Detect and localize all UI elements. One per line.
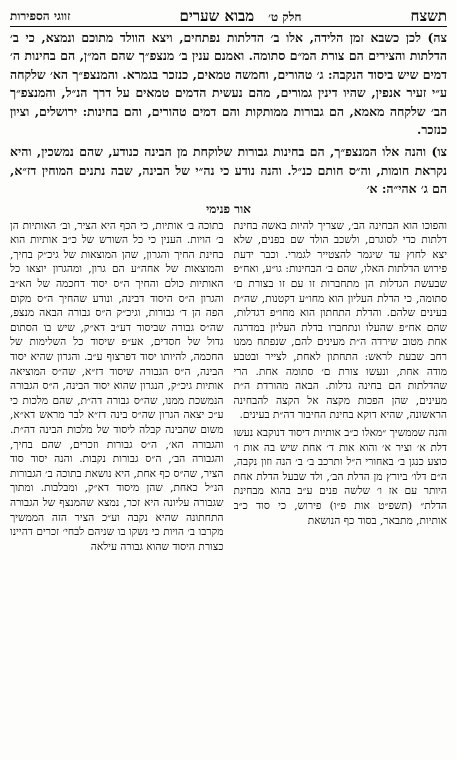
paragraph-96: צו) והנה אלו המנצפ״ך, הם בחינות גבורות שלוקחת מן הבינה כנודע, שהם נמשכין, והיא נקראת חומות, וה״ס חותם כנ״ל. והנה נודע כי נה״י של הבינה, שבה נתנים המוחין דז״א, הם ג׳ אהי״ה: א׳ [10, 144, 447, 197]
book-title: מבוא שערים [179, 6, 255, 25]
page-number: תשצח [410, 6, 447, 25]
commentary-paragraph: בתוכה ב׳ אותיות, כי הכף היא הציר, וב׳ האותיות הן ב׳ הויות. הענין כי כל השורש של כ״ב אותיות הוא בחינת החיך והגרון, שהן המוצאות של גיכ״ק בחיך, והמוצאות של אחה״ע הם גרון, ומהגרון יוצאו כל האותיות כולם והחיך ה״ס יסוד דחכמה של הא״ב והגרון ה״ס היסוד דבינה, ונודע שהחיך ה״ס מקום הפה הן ד׳ גבורות, וגיכ״ק ה״ס גבורה הבאה מנצפ, שה״ס גבורה שביסוד דע״ב דא״ק, שיש בו הסתום גדול של חסדים, אע״פ שיסוד כל השלימות של החכמה, להיותו יסוד דפרצוף ע״ב. והגרון שהיא יסוד הבינה, ה״ס הגבורה שיסוד דז״א, שה״ס המוציאה אותיות גיכ״ק, הנגרון שהוא יסוד הבינה, ה״ס הגבורה הנמשכת ממנו, שה״ס גבורה דה״ת, שהם מלכות כי ע״כ יצאה הגרון שה״ס בינה דז״א לבר מראש דא״א, משום שהבינה קבלה ליסוד של מלכות הבינה דה״ת. והגבורה הא׳, ה״ס גבורות וזכרים, שהם בחיך, והגבורה הב׳, ה״ס גבורות נקבות. והנה יסוד סוד הציר, שה״ס כף אחת, היא נושאת בתוכה ב׳ הגבורות הנ״ל כאחת, שהן מיסוד דא״ק, ומבלבות. ומתוך שגבורה עליונה היא זכר, נמצא שהמנצף של הגבורה התחתונה שהיא נקבה וע״כ הציר הזה הממשיך מקרבו ב׳ הויות כי נשקו בו שניהם לבחי׳ זכרים דהיינו כצורת היסוד שהוא גבורה עילאה [10, 219, 224, 553]
commentary-paragraph: והנה שממשיך ״מאלו כ״ב אותיות דיסוד דנוקבא נעשו דלת א׳ וציר א׳ והוא אות ד׳ אחת שיש בה אות ו׳ כוצע כנגן ב׳ באחורי ה״ל ותרכב ב׳ ב׳ הנה וזון נקבה, ה״ם דלו׳ ביורץ מן הדלת הב׳, ולד שבעל הדלת אחת היותר עם אז ו׳ שלשה פנים ע״ב בהוא מבחינת הדלת״ (תשפ״ט אות פ״ו) פירוש, כי סוד כ״ב אותיות, מתבאר, בסוד כף הנושאת [233, 426, 447, 527]
left-column [10, 219, 224, 639]
header-center [180, 7, 302, 26]
running-header [10, 6, 447, 27]
main-text [10, 29, 447, 199]
section-title: אור פנימי [206, 201, 251, 216]
paragraph-95: צה) לכן כשבא זמן הלידה, אלו ב׳ הדלתות נפתחים, ויצא הוולד מתוכם ונמצא, כי ב׳ הדלתות והצירים הם צורת המ״ם סתומה. ואמנם ענין ב׳ מנצפ״ך שהם המ״ן, הם בחינות ה׳ דמים שיש ביסוד הנקבה: ג׳ טהורים, וחמשה טמאים, כנזכר בגמרא. והמנצפ״ך הא׳ שלקחה ע״י זעיר אנפין, שהיו דינין גמורים, מהם נעשית הדמים טמאים על דרך הנ״ל, והמנצפ״ך הב׳ שלקחה מאמא, הם גבורות ממותקות והם דמים טהורים, והם בחינות: ירושלים, וציון כנזכר. [10, 30, 447, 138]
right-column [234, 219, 448, 639]
commentary-paragraph: והפוכו הוא הבחינה הב׳, שצריך להיות באשה בחינת דלתות כדי לסוגרם, ולשכב הולד שם בפנים, שלא יצא לחוץ עד שיגמר להצטייר לגמרי. וכבר ידעת פירוש הדלתות האלו, שהם ב׳ הבחינות: גו״ע, ואח״פ שבעשת הגדלות הן מתחברות זו עם זו בצורת ם׳ סתומה, כי הדלת העליון הוא מחו״ע דקטנות, שה״ת בעינים שלהם. והדלת התחתון הוא מחו״פ דגדלות, שהם אח״פ שהעלו ונתחברו בדלת העליון במדרגה אחת מטוב שירדה ה״ת מעינים להם, שנפתח ממנו רחב שבעת לראש: התחתון לאחת, לצייר ובטבע מודה אחת, ונעשו צורת ם׳ סתומה אחת. הרי שהדלתות הם בחינה גדלות. הבאה מהורדת ה״ת מעינים, שהן הפכות מקצה אל הקצה להבחינה הראשונה, שהיא דוקא בחינת החיבור דה״ת בעינים. [233, 219, 447, 422]
chapter-subtitle: זווגי הספירות [10, 8, 71, 23]
commentary-columns [10, 219, 447, 639]
part-label: חלק ט׳ [268, 9, 302, 24]
